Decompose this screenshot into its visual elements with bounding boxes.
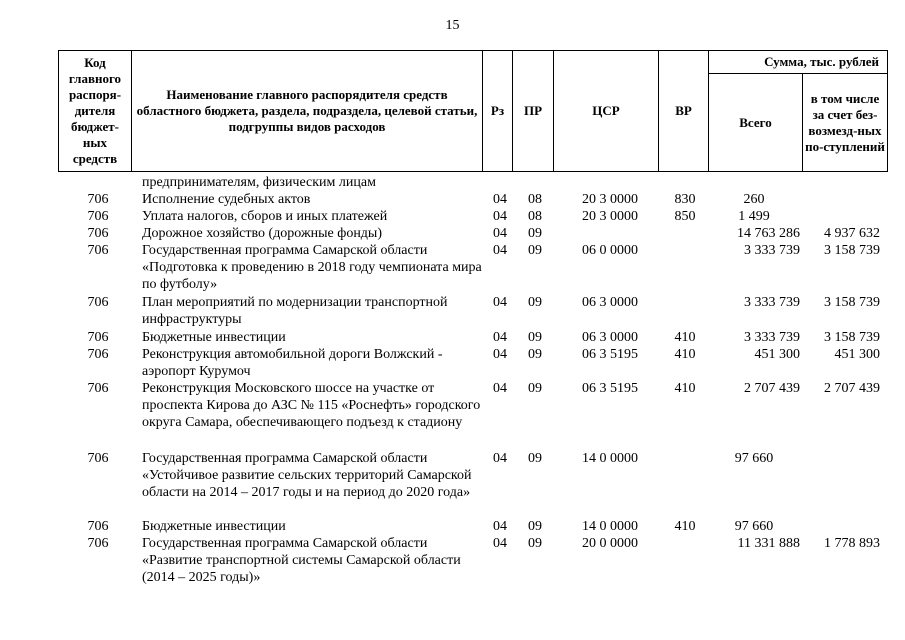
header-free: в том числе за счет без-возмезд-ных по-ступлений (802, 73, 888, 172)
cell-total: 97 660 (734, 519, 774, 534)
cell-code: 706 (87, 192, 109, 207)
cell-rz: 04 (493, 347, 507, 362)
cell-csr: 06 3 5195 (582, 347, 638, 362)
cell-csr: 06 3 0000 (582, 330, 638, 345)
cell-total: 1 499 (738, 209, 770, 224)
cell-name: Уплата налогов, сборов и иных платежей (142, 209, 388, 224)
cell-pr: 09 (528, 519, 542, 534)
cell-csr: 14 0 0000 (582, 451, 638, 466)
cell-free: 1 778 893 (824, 536, 880, 551)
cell-free: 3 158 739 (824, 330, 880, 345)
cell-pr: 09 (528, 330, 542, 345)
header-sum: Сумма, тыс. рублей (708, 50, 888, 74)
cell-name: предпринимателям, физическим лицам (142, 175, 376, 190)
cell-vr: 850 (674, 209, 696, 224)
cell-csr: 20 0 0000 (582, 536, 638, 551)
cell-name: Реконструкция Московского шоссе на участке от проспекта Кирова до АЗС № 115 «Роснефть» городского округа Самара, обеспечивающего подъезд к стадиону (142, 381, 481, 430)
cell-total: 97 660 (734, 451, 774, 466)
cell-code: 706 (87, 209, 109, 224)
cell-pr: 09 (528, 243, 542, 258)
cell-csr: 06 3 5195 (582, 381, 638, 396)
header-total: Всего (708, 73, 803, 172)
cell-pr: 09 (528, 451, 542, 466)
cell-total: 3 333 739 (744, 295, 800, 310)
cell-rz: 04 (493, 192, 507, 207)
cell-rz: 04 (493, 381, 507, 396)
cell-code: 706 (87, 519, 109, 534)
page-number: 15 (445, 18, 460, 33)
cell-free: 2 707 439 (824, 381, 880, 396)
cell-name: Бюджетные инвестиции (142, 330, 286, 345)
cell-vr: 830 (674, 192, 696, 207)
cell-free: 3 158 739 (824, 295, 880, 310)
cell-free: 3 158 739 (824, 243, 880, 258)
header-code: Код главного распоря-дителя бюджет-ных средств (58, 50, 132, 172)
cell-rz: 04 (493, 226, 507, 241)
cell-pr: 08 (528, 192, 542, 207)
header-rz: Рз (482, 50, 513, 172)
cell-csr: 14 0 0000 (582, 519, 638, 534)
cell-code: 706 (87, 381, 109, 396)
table-header (58, 50, 888, 172)
cell-csr: 20 3 0000 (582, 209, 638, 224)
cell-rz: 04 (493, 330, 507, 345)
cell-vr: 410 (674, 519, 696, 534)
cell-total: 260 (743, 192, 765, 207)
cell-code: 706 (87, 330, 109, 345)
cell-pr: 09 (528, 295, 542, 310)
cell-code: 706 (87, 295, 109, 310)
cell-free: 4 937 632 (824, 226, 880, 241)
header-csr: ЦСР (553, 50, 659, 172)
cell-vr: 410 (674, 381, 696, 396)
cell-rz: 04 (493, 209, 507, 224)
header-pr: ПР (512, 50, 554, 172)
cell-pr: 09 (528, 347, 542, 362)
cell-rz: 04 (493, 451, 507, 466)
cell-code: 706 (87, 243, 109, 258)
cell-csr: 06 3 0000 (582, 295, 638, 310)
cell-name: Реконструкция автомобильной дороги Волжский - аэропорт Курумоч (142, 347, 443, 379)
cell-pr: 09 (528, 381, 542, 396)
cell-total: 2 707 439 (744, 381, 800, 396)
cell-name: План мероприятий по модернизации транспортной инфраструктуры (142, 295, 448, 327)
cell-pr: 09 (528, 536, 542, 551)
cell-rz: 04 (493, 536, 507, 551)
cell-vr: 410 (674, 347, 696, 362)
cell-name: Государственная программа Самарской области «Развитие транспортной системы Самарской области (2014 – 2025 годы)» (142, 536, 461, 585)
cell-name: Государственная программа Самарской области «Подготовка к проведению в 2018 году чемпионата мира по футболу» (142, 243, 482, 292)
cell-name: Дорожное хозяйство (дорожные фонды) (142, 226, 383, 241)
cell-total: 3 333 739 (744, 243, 800, 258)
cell-code: 706 (87, 451, 109, 466)
cell-rz: 04 (493, 519, 507, 534)
cell-code: 706 (87, 226, 109, 241)
cell-vr: 410 (674, 330, 696, 345)
cell-total: 11 331 888 (737, 536, 800, 551)
cell-code: 706 (87, 536, 109, 551)
cell-code: 706 (87, 347, 109, 362)
cell-rz: 04 (493, 295, 507, 310)
cell-total: 14 763 286 (737, 226, 800, 241)
cell-pr: 08 (528, 209, 542, 224)
cell-name: Исполнение судебных актов (142, 192, 311, 207)
cell-csr: 06 0 0000 (582, 243, 638, 258)
header-vr: ВР (658, 50, 709, 172)
cell-pr: 09 (528, 226, 542, 241)
cell-name: Бюджетные инвестиции (142, 519, 286, 534)
cell-total: 3 333 739 (744, 330, 800, 345)
cell-name: Государственная программа Самарской области «Устойчивое развитие сельских территорий Самарской области на 2014 – 2017 годы и на период до 2020 года» (142, 451, 472, 500)
cell-rz: 04 (493, 243, 507, 258)
cell-csr: 20 3 0000 (582, 192, 638, 207)
header-name: Наименование главного распорядителя средств областного бюджета, раздела, подраздела, целевой статьи, подгруппы видов расходов (131, 50, 483, 172)
cell-free: 451 300 (834, 347, 880, 362)
cell-total: 451 300 (754, 347, 800, 362)
